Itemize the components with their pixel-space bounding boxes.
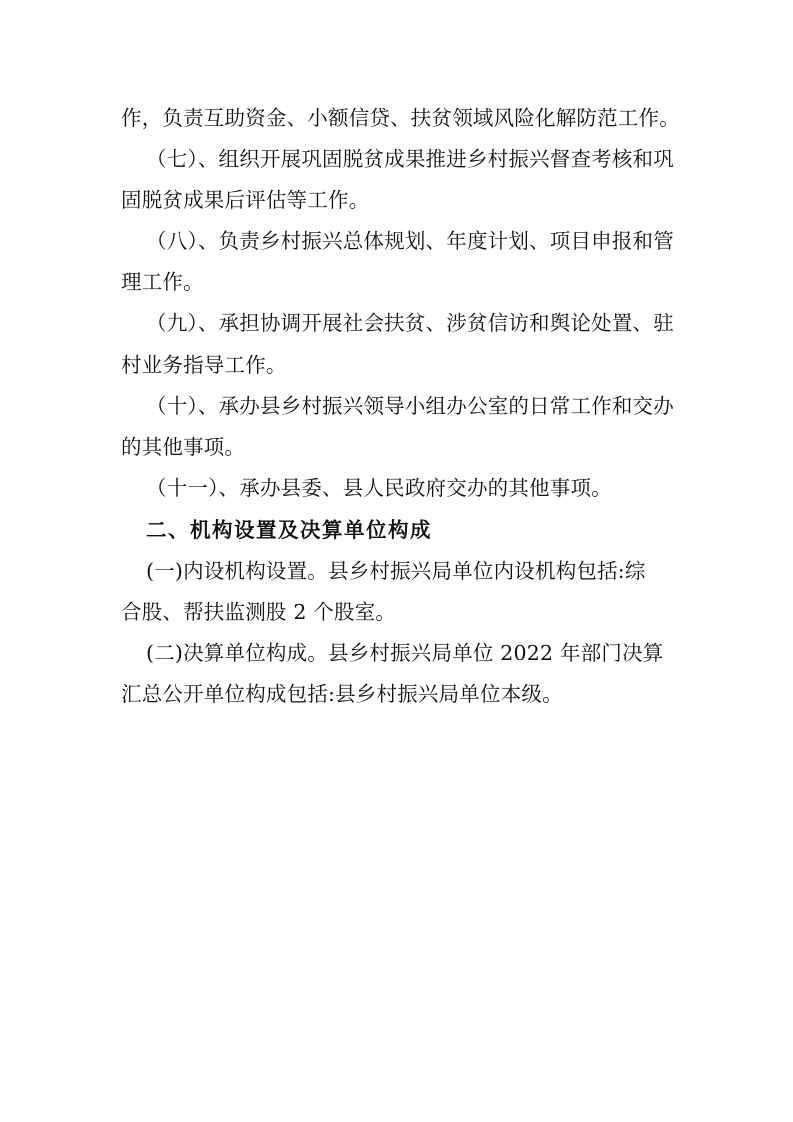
paragraph-line: 汇总公开单位构成包括:县乡村振兴局单位本级。: [121, 682, 563, 706]
paragraph-line: (一)内设机构设置。县乡村振兴局单位内设机构包括:综: [146, 559, 646, 583]
paragraph-line: 的其他事项。: [121, 435, 246, 459]
paragraph-line: （七）、组织开展巩固脱贫成果推进乡村振兴督查考核和巩: [146, 147, 674, 171]
paragraph-line: （十一）、承办县委、县人民政府交办的其他事项。: [146, 476, 612, 500]
paragraph-line: 合股、帮扶监测股 2 个股室。: [121, 600, 397, 624]
paragraph-line: （九）、承担协调开展社会扶贫、涉贫信访和舆论处置、驻: [146, 311, 674, 335]
paragraph-line: （十）、承办县乡村振兴领导小组办公室的日常工作和交办: [146, 394, 674, 418]
paragraph-line: 作，负责互助资金、小额信贷、扶贫领域风险化解防范工作。: [121, 106, 680, 130]
paragraph-line: 固脱贫成果后评估等工作。: [121, 188, 370, 212]
section-heading: 二、机构设置及决算单位构成: [146, 518, 432, 542]
paragraph-line: (二)决算单位构成。县乡村振兴局单位 2022 年部门决算: [146, 641, 664, 665]
paragraph-line: （八）、负责乡村振兴总体规划、年度计划、项目申报和管: [146, 229, 674, 253]
paragraph-line: 理工作。: [121, 270, 204, 294]
paragraph-line: 村业务指导工作。: [121, 353, 287, 377]
